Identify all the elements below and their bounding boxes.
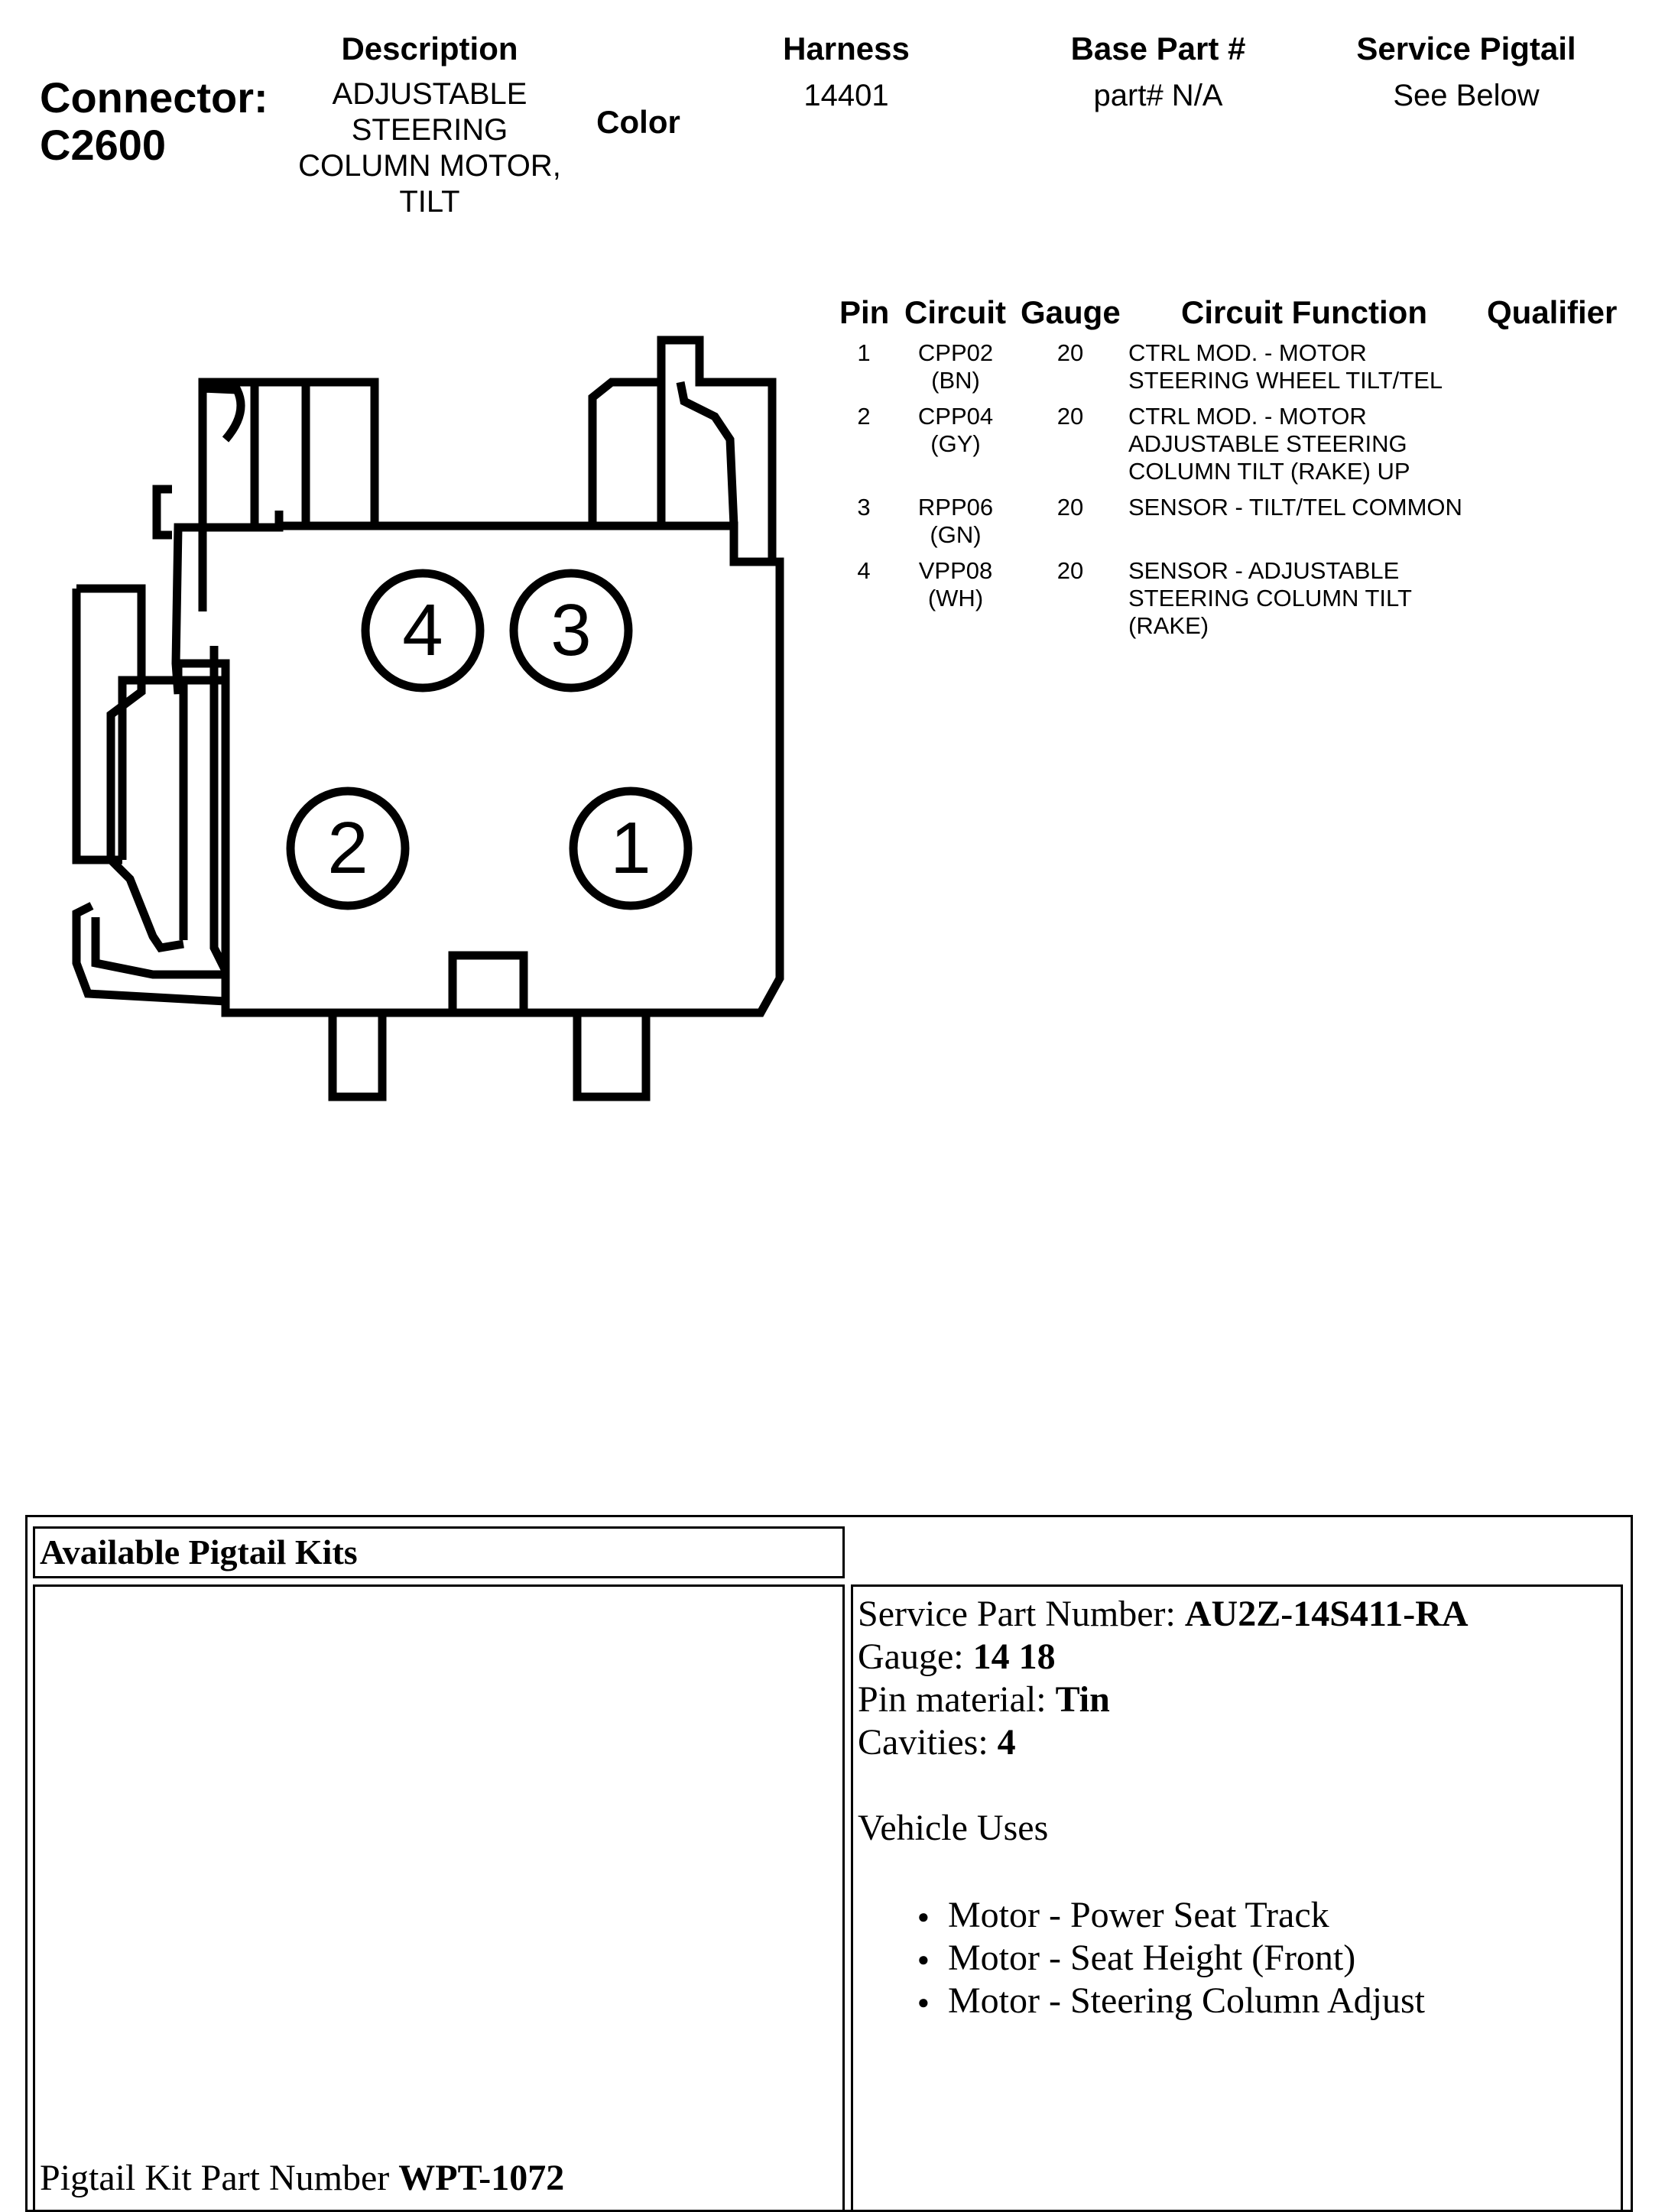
function-line: SENSOR - ADJUSTABLE <box>1128 557 1400 584</box>
circuit-function <box>1128 494 1462 521</box>
connector-face-diagram <box>0 0 841 1131</box>
connector-bottom-peg-left <box>333 1013 382 1097</box>
pigtail-kit-part-number <box>40 2157 564 2199</box>
function-line: STEERING WHEEL TILT/TEL <box>1128 367 1443 394</box>
function-line: (RAKE) <box>1128 612 1209 639</box>
wire-color: (GY) <box>930 430 981 457</box>
vehicle-use-item: ● Motor - Seat Height (Front) <box>858 1937 1621 1980</box>
gauge-col-header: Gauge <box>1021 294 1121 330</box>
vehicle-uses-list <box>858 1894 1621 2022</box>
gauge-line <box>858 1636 1621 1678</box>
gauge-cell: 20 <box>1056 494 1084 521</box>
gauge-label: Gauge: <box>858 1636 973 1677</box>
cavity-2 <box>290 791 405 906</box>
pin-number: 2 <box>857 403 871 430</box>
cavity-3 <box>514 573 628 688</box>
circuit-cell <box>894 339 1017 394</box>
connector-label: Connector: <box>40 73 268 122</box>
connector-lower-latch <box>76 906 226 1001</box>
qualifier-col-header: Qualifier <box>1487 294 1618 330</box>
connector-body-outline <box>176 511 780 1013</box>
harness-value: 14401 <box>803 79 889 112</box>
circuit-function <box>1128 403 1410 485</box>
cavity-1 <box>573 791 688 906</box>
service-pigtail-header: Service Pigtail <box>1356 31 1576 66</box>
kit-part-label: Pigtail Kit Part Number <box>40 2158 399 2198</box>
pigtail-title: Available Pigtail Kits <box>40 1533 358 1571</box>
kit-part-value: WPT-1072 <box>398 2158 565 2198</box>
vehicle-use-item: ● Motor - Steering Column Adjust <box>858 1980 1621 2022</box>
pin-material-value: Tin <box>1055 1679 1110 1720</box>
pin-col-header: Pin <box>839 294 890 330</box>
base-part-header: Base Part # <box>1070 31 1246 66</box>
pigtail-info-cell <box>851 1584 1623 2212</box>
pigtail-info <box>853 1587 1621 2022</box>
wire-color: (WH) <box>927 585 984 611</box>
service-pigtail-value: See Below <box>1393 79 1540 112</box>
cavities-line <box>858 1721 1621 1764</box>
description-header: Description <box>341 31 518 66</box>
description-line: COLUMN MOTOR, <box>298 149 561 183</box>
function-line: ADJUSTABLE STEERING <box>1128 430 1407 457</box>
pin-number: 1 <box>857 339 871 366</box>
wire-color: (GN) <box>930 521 982 548</box>
pigtail-title-cell <box>33 1526 845 1578</box>
circuit-code: CPP02 <box>917 339 994 366</box>
circuit-function <box>1128 557 1412 640</box>
vehicle-uses-label: Vehicle Uses <box>858 1808 1049 1848</box>
cavities-value: 4 <box>997 1722 1016 1763</box>
function-line: CTRL MOD. - MOTOR <box>1128 339 1367 366</box>
vehicle-use-item: ● Motor - Power Seat Track <box>858 1894 1621 1937</box>
circuit-cell <box>894 494 1017 549</box>
circuit-function <box>1128 339 1443 394</box>
circuit-col-header: Circuit <box>904 294 1007 330</box>
description-line: TILT <box>399 185 460 219</box>
connector-top-left-shroud <box>203 382 375 526</box>
description-line: ADJUSTABLE <box>332 77 527 111</box>
gauge-value: 14 18 <box>972 1636 1056 1677</box>
function-line: CTRL MOD. - MOTOR <box>1128 403 1367 430</box>
function-line: SENSOR - TILT/TEL COMMON <box>1128 494 1462 521</box>
service-part-line <box>858 1593 1621 1636</box>
wire-color: (BN) <box>931 367 980 394</box>
circuit-cell <box>894 557 1017 612</box>
connector-bottom-key <box>453 955 524 1013</box>
connector-top-left-tab <box>203 388 241 611</box>
connector-bottom-peg-right <box>577 1013 646 1097</box>
service-part-label: Service Part Number: <box>858 1594 1185 1634</box>
pin-material-line <box>858 1678 1621 1721</box>
circuit-code: VPP08 <box>918 557 993 584</box>
connector-id: C2600 <box>40 121 167 169</box>
cavity-label: 4 <box>402 589 443 671</box>
pin-material-label: Pin material: <box>858 1679 1056 1720</box>
pigtail-image-cell <box>33 1584 845 2212</box>
cavities-label: Cavities: <box>858 1722 998 1763</box>
circuit-code: CPP04 <box>917 403 994 430</box>
gauge-cell: 20 <box>1056 339 1084 366</box>
cavity-label: 3 <box>550 589 592 671</box>
service-part-value: AU2Z-14S411-RA <box>1184 1594 1469 1634</box>
gauge-cell: 20 <box>1056 403 1084 430</box>
cavity-label: 1 <box>610 807 651 889</box>
function-line: COLUMN TILT (RAKE) UP <box>1128 458 1410 485</box>
circuit-cell <box>894 403 1017 458</box>
circuit-code: RPP06 <box>917 494 994 521</box>
cavity-4 <box>365 573 480 688</box>
function-col-header: Circuit Function <box>1181 294 1427 330</box>
pin-number: 3 <box>857 494 871 521</box>
harness-header: Harness <box>783 31 910 66</box>
pin-number: 4 <box>857 557 871 584</box>
color-header: Color <box>596 104 680 140</box>
function-line: STEERING COLUMN TILT <box>1128 585 1412 611</box>
gauge-cell: 20 <box>1056 557 1084 584</box>
base-part-value: part# N/A <box>1093 79 1223 112</box>
description-line: STEERING <box>351 113 508 147</box>
cavity-label: 2 <box>327 807 368 889</box>
